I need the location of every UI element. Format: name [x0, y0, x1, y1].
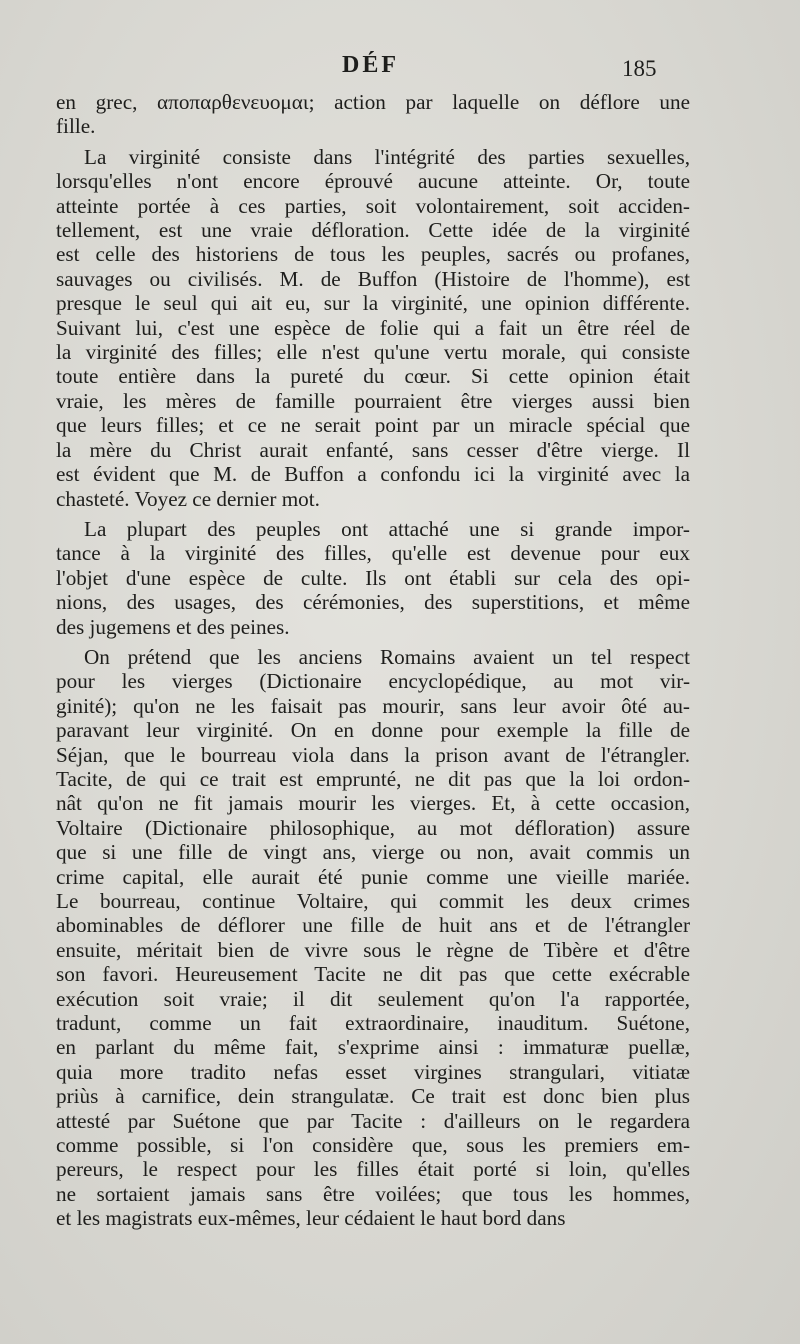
text-line: Le bourreau, continue Voltaire, qui commit les deux crimes	[56, 889, 690, 913]
running-head: DÉF	[342, 52, 399, 78]
text-line: La plupart des peuples ont attaché une si grande impor-	[84, 516, 690, 541]
text-line: exécution soit vraie; il dit seulement qu'on l'a rapportée,	[56, 986, 690, 1011]
text-line: comme possible, si l'on considère que, sous les premiers em-	[56, 1133, 690, 1158]
paragraph	[56, 145, 690, 511]
text-line: On prétend que les anciens Romains avaient un tel respect	[84, 644, 690, 669]
text-line: est celle des historiens de tous les peuples, sacrés ou profanes,	[56, 242, 690, 267]
text-line: presque le seul qui ait eu, sur la virginité, une opinion différente.	[56, 291, 690, 316]
paragraph	[56, 645, 690, 1231]
text-line: toute entière dans la pureté du cœur. Si cette opinion était	[56, 364, 690, 389]
text-line: fille.	[56, 114, 96, 139]
text-line: La virginité consiste dans l'intégrité des parties sexuelles,	[84, 144, 690, 169]
text-line: ne sortaient jamais sans être voilées; que tous les hommes,	[56, 1181, 690, 1206]
text-line: Tacite, de qui ce trait est emprunté, ne dit pas que la loi ordon-	[56, 766, 690, 791]
text-line: ginité); qu'on ne les faisait pas mourir, sans leur avoir ôté au-	[56, 693, 690, 718]
text-line: Séjan, que le bourreau viola dans la prison avant de l'étrangler.	[56, 742, 690, 767]
text-line: que si une fille de vingt ans, vierge ou non, avait commis un	[56, 840, 690, 865]
text-line: que leurs filles; et ce ne serait point par un miracle spécial que	[56, 413, 690, 438]
body-text	[56, 90, 690, 1231]
text-line: en grec, αποπαρθενευομαι; action par laquelle on déflore une	[56, 90, 690, 114]
text-line: et les magistrats eux-mêmes, leur cédaient le haut bord dans	[56, 1206, 566, 1231]
text-line: crime capital, elle aurait été punie comme une vieille mariée.	[56, 864, 690, 889]
text-line: paravant leur virginité. On en donne pour exemple la fille de	[56, 718, 690, 743]
text-line: la mère du Christ aurait enfanté, sans cesser d'être vierge. Il	[56, 437, 690, 462]
text-line: Suivant lui, c'est une espèce de folie qui a fait un être réel de	[56, 315, 690, 340]
text-line: nât qu'on ne fit jamais mourir les vierges. Et, à cette occasion,	[56, 791, 690, 816]
text-line: ensuite, méritait bien de vivre sous le règne de Tibère et d'être	[56, 937, 690, 962]
text-line: abominables de déflorer une fille de huit ans et de l'étrangler	[56, 913, 690, 938]
text-line: l'objet d'une espèce de culte. Ils ont établi sur cela des opi-	[56, 565, 690, 590]
text-line: tradunt, comme un fait extraordinaire, inauditum. Suétone,	[56, 1011, 690, 1036]
text-line: vraie, les mères de famille pourraient être vierges aussi bien	[56, 388, 690, 413]
text-line: tellement, est une vraie défloration. Cette idée de la virginité	[56, 218, 690, 243]
paragraph	[56, 517, 690, 639]
text-line: pour les vierges (Dictionaire encyclopédique, au mot vir-	[56, 669, 690, 694]
text-line: nions, des usages, des cérémonies, des superstitions, et même	[56, 590, 690, 615]
text-line: est évident que M. de Buffon a confondu ici la virginité avec la	[56, 462, 690, 487]
text-line: tance à la virginité des filles, qu'elle est devenue pour eux	[56, 541, 690, 566]
text-line: pereurs, le respect pour les filles était porté si loin, qu'elles	[56, 1157, 690, 1182]
text-line: priùs à carnifice, dein strangulatæ. Ce trait est donc bien plus	[56, 1084, 690, 1109]
text-line: la virginité des filles; elle n'est qu'une vertu morale, qui consiste	[56, 340, 690, 365]
text-line: quia more tradito nefas esset virgines strangulari, vitiatæ	[56, 1059, 690, 1084]
text-line: des jugemens et des peines.	[56, 614, 290, 639]
text-line: en parlant du même fait, s'exprime ainsi : immaturæ puellæ,	[56, 1035, 690, 1060]
text-line: Voltaire (Dictionaire philosophique, au mot défloration) assure	[56, 815, 690, 840]
text-line: son favori. Heureusement Tacite ne dit pas que cette exécrable	[56, 962, 690, 987]
page-number: 185	[622, 56, 657, 81]
page-header	[0, 52, 800, 92]
text-line: atteinte portée à ces parties, soit volontairement, soit acciden-	[56, 193, 690, 218]
text-line: sauvages ou civilisés. M. de Buffon (Histoire de l'homme), est	[56, 266, 690, 291]
text-line: attesté par Suétone que par Tacite : d'ailleurs on le regardera	[56, 1108, 690, 1133]
text-line: chasteté. Voyez ce dernier mot.	[56, 486, 320, 511]
text-line: lorsqu'elles n'ont encore éprouvé aucune atteinte. Or, toute	[56, 169, 690, 194]
paragraph	[56, 90, 690, 139]
